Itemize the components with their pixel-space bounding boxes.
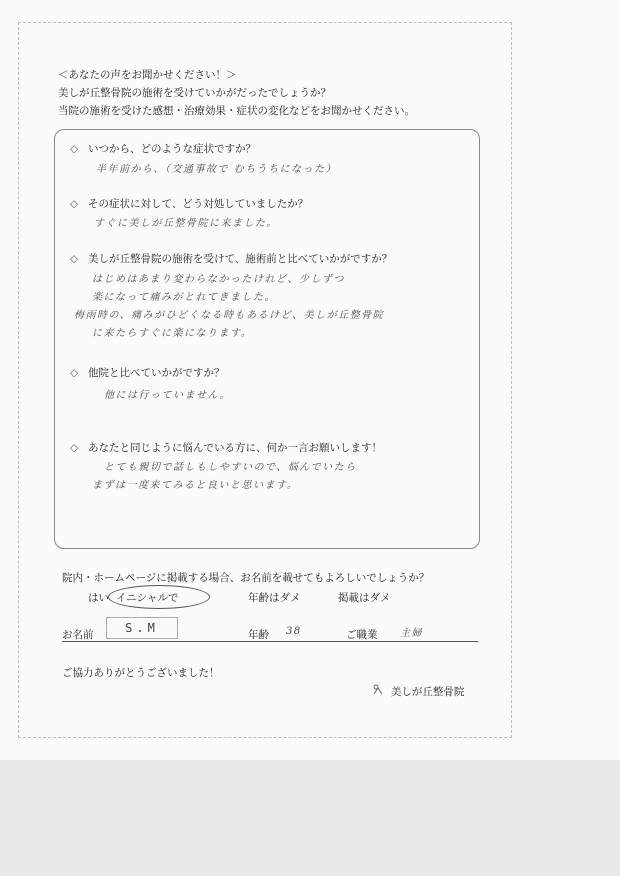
question-5-text: あなたと同じように悩んでいる方に、何か一言お願いします！ [88, 442, 382, 454]
intro-heading: ＜あなたの声をお聞かせください！＞ [58, 69, 237, 81]
job-label: ご職業 [346, 629, 378, 641]
diamond-icon: ◇ [70, 253, 79, 265]
question-3-text: 美しが丘整骨院の施術を受けて、施術前と比べていかがですか？ [88, 253, 393, 265]
age-label: 年齢 [248, 629, 269, 641]
answer-1-line-1: 半年前から、（交通事故で むちうちになった） [96, 164, 338, 175]
question-5 [70, 440, 382, 455]
diamond-icon: ◇ [70, 442, 79, 454]
question-2-text: その症状に対して、どう対処していましたか？ [88, 198, 309, 210]
option-yes[interactable]: はい [88, 592, 109, 604]
answer-3-line-2: 楽になって痛みがとれてきました。 [92, 292, 276, 303]
intro-line-1: 美しが丘整骨院の施術を受けていかがだったでしょうか？ [58, 87, 331, 99]
consent-question: 院内・ホームページに掲載する場合、お名前を載せてもよろしいでしょうか？ [62, 572, 430, 584]
option-no-age[interactable]: 年齢はダメ [248, 592, 301, 604]
name-field[interactable]: S.M [106, 617, 178, 639]
answer-5-line-1: とても親切で話しもしやすいので、悩んでいたら [104, 462, 357, 473]
diamond-icon: ◇ [70, 367, 79, 379]
diamond-icon: ◇ [70, 198, 79, 210]
thanks-text: ご協力ありがとうございました！ [62, 667, 220, 679]
clinic-logo-icon [372, 688, 387, 698]
diamond-icon: ◇ [70, 143, 79, 155]
job-field[interactable]: 主婦 [400, 628, 423, 639]
question-2 [70, 196, 308, 211]
option-no-publish[interactable]: 掲載はダメ [338, 592, 391, 604]
form-underline [62, 641, 478, 642]
question-1-text: いつから、どのような症状ですか？ [88, 143, 256, 155]
question-3 [70, 251, 392, 266]
name-label: お名前 [62, 629, 94, 641]
question-1 [70, 141, 256, 156]
selected-option-circle [108, 585, 210, 609]
answer-4-line-1: 他には行っていません。 [104, 390, 232, 401]
clinic-name: 美しが丘整骨院 [390, 686, 465, 698]
clinic-logo [372, 683, 464, 699]
answer-2-line-1: すぐに美しが丘整骨院に来ました。 [94, 218, 278, 229]
answer-3-line-1: はじめはあまり変わらなかったけれど、少しずつ [92, 274, 345, 285]
answer-3-line-3: 梅雨時の、痛みがひどくなる時もあるけど、美しが丘整骨院 [74, 310, 385, 321]
age-field[interactable]: 38 [286, 626, 302, 637]
answer-5-line-2: まずは一度来てみると良いと思います。 [92, 480, 299, 491]
question-4-text: 他院と比べていかがですか？ [88, 367, 225, 379]
option-initials[interactable]: イニシャルで [116, 592, 179, 604]
intro-block [58, 66, 415, 120]
answer-3-line-4: に来たらすぐに楽になります。 [92, 328, 253, 339]
intro-line-2: 当院の施術を受けた感想・治療効果・症状の変化などをお聞かせください。 [58, 105, 415, 117]
question-4 [70, 365, 225, 380]
